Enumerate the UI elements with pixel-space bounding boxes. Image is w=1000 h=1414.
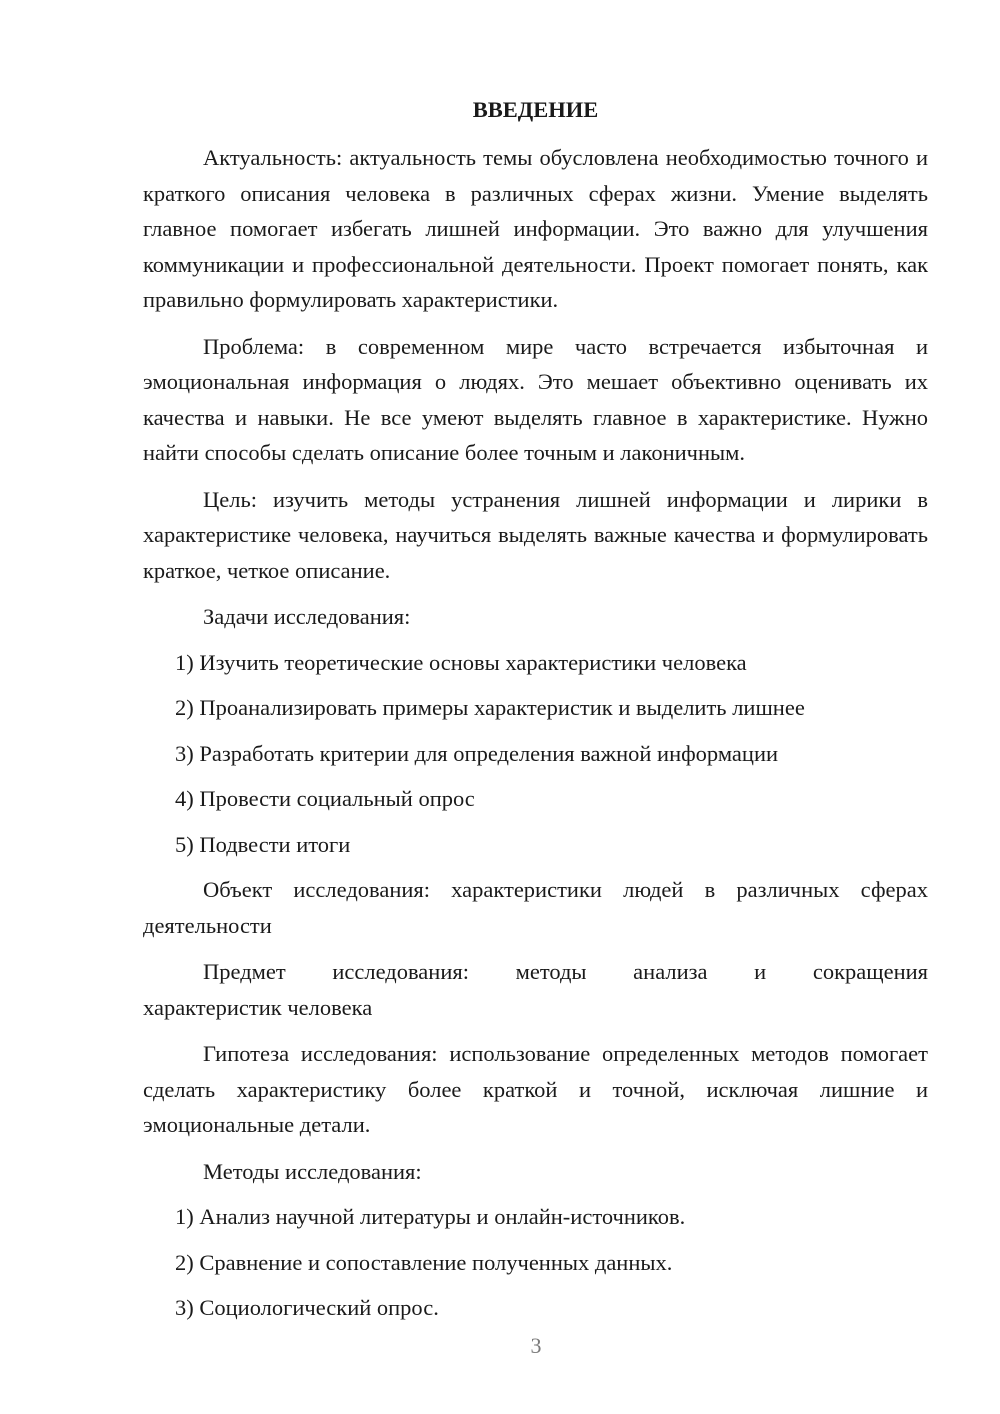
methods-title: Методы исследования:: [203, 1158, 422, 1184]
method-item: 2) Сравнение и сопоставление полученных данных.: [175, 1249, 673, 1275]
page-number: 3: [530, 1333, 542, 1358]
task-item: 3) Разработать критерии для определения важной информации: [175, 740, 779, 766]
task-item: 2) Проанализировать примеры характеристик и выделить лишнее: [175, 695, 805, 720]
relevance-paragraph: Актуальность: актуальность темы обусловлена необходимостью точного и краткого описания человека в различных сферах жизни. Умение выделять главное помогает избегать лишней информации. Это важно для улучшения коммуникации и профессиональной деятельности. Проект помогает понять, как правильно формулировать характеристики.: [143, 145, 928, 312]
method-item: 1) Анализ научной литературы и онлайн-источников.: [175, 1204, 686, 1229]
object-line-1: Объект исследования: характеристики людей в различных сферах: [203, 877, 928, 902]
subject-line-2: характеристик человека: [143, 994, 373, 1020]
task-item: 5) Подвести итоги: [175, 831, 351, 857]
object-line-2: деятельности: [143, 912, 272, 938]
problem-paragraph: Проблема: в современном мире часто встречается избыточная и эмоциональная информация о людях. Это мешает объективно оценивать их качества и навыки. Не все умеют выделять главное в характеристике. Нужно найти способы сделать описание более точным и лаконичным.: [143, 333, 928, 465]
tasks-title: Задачи исследования:: [203, 604, 411, 629]
page-content: [143, 92, 928, 1336]
subject-line-1: Предмет исследования: методы анализа и сокращения: [203, 959, 928, 984]
section-heading: ВВЕДЕНИЕ: [472, 97, 599, 122]
task-item: 4) Провести социальный опрос: [175, 786, 475, 811]
goal-paragraph: Цель: изучить методы устранения лишней информации и лирики в характеристике человека, научиться выделять важные качества и формулировать краткое, четкое описание.: [143, 486, 928, 583]
hypothesis-paragraph: Гипотеза исследования: использование определенных методов помогает сделать характеристику более краткой и точной, исключая лишние и эмоциональные детали.: [143, 1041, 928, 1137]
task-item: 1) Изучить теоретические основы характеристики человека: [175, 649, 747, 675]
method-item: 3) Социологический опрос.: [175, 1295, 439, 1320]
